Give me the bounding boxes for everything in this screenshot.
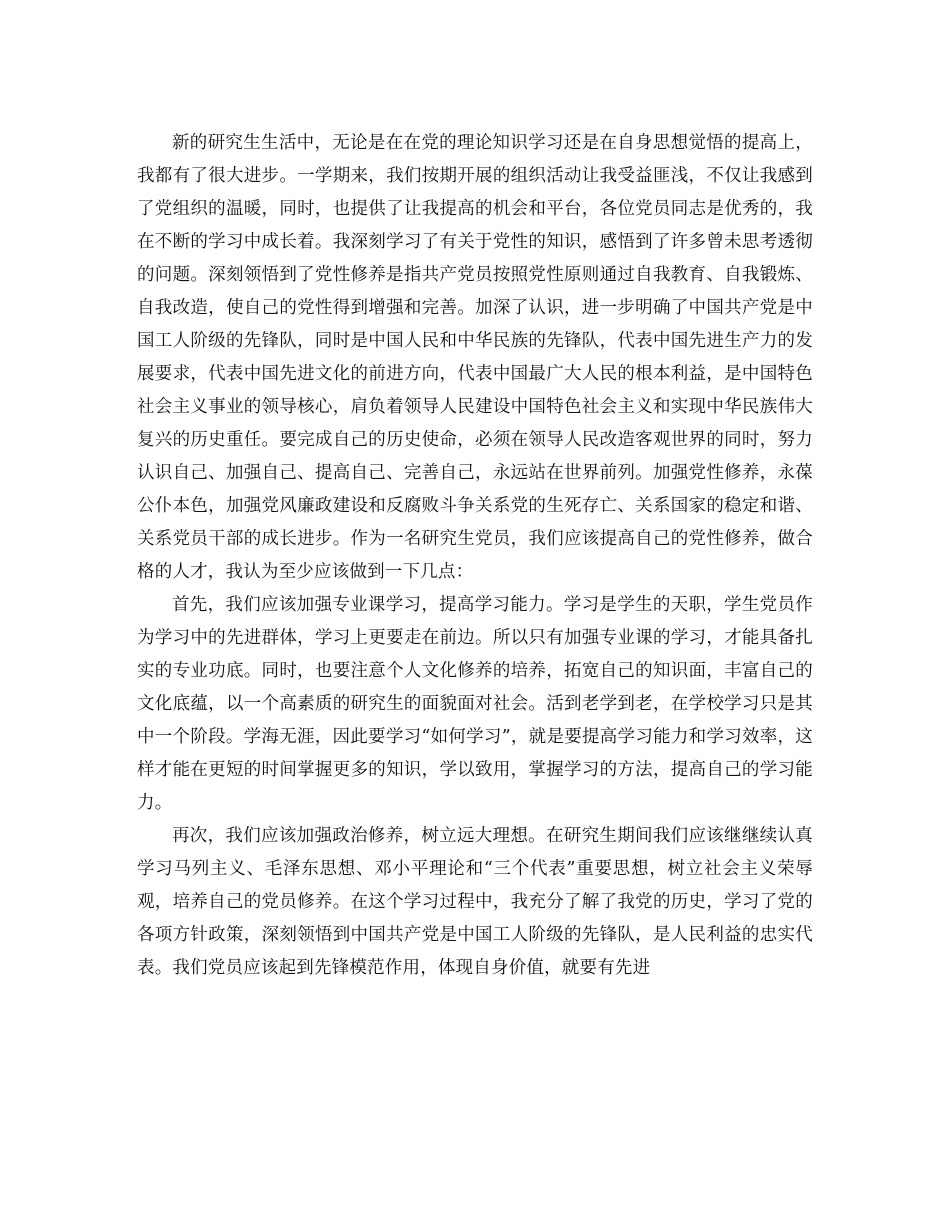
paragraph-first-point: 首先，我们应该加强专业课学习，提高学习能力。学习是学生的天职，学生党员作为学习中的先进群体，学习上更要走在前边。所以只有加强专业课的学习，才能具备扎实的专业功底。同时，也要注意个人文化修养的培养，拓宽自己的知识面，丰富自己的文化底蕴，以一个高素质的研究生的面貌面对社会。活到老学到老，在学校学习只是其中一个阶段。学海无涯，因此要学习“如何学习”，就是要提高学习能力和学习效率，这样才能在更短的时间掌握更多的知识，学以致用，掌握学习的方法，提高自己的学习能力。 <box>137 595 813 813</box>
paragraph-second-point: 再次，我们应该加强政治修养，树立远大理想。在研究生期间我们应该继继续认真学习马列主义、毛泽东思想、邓小平理论和“三个代表”重要思想，树立社会主义荣辱观，培养自己的党员修养。在这个学习过程中，我充分了解了我党的历史，学习了党的各项方针政策，深刻领悟到中国共产党是中国工人阶级的先锋队，是人民利益的忠实代表。我们党员应该起到先锋模范作用，体现自身价值，就要有先进 <box>137 826 813 978</box>
paragraph-intro: 新的研究生生活中，无论是在在党的理论知识学习还是在自身思想觉悟的提高上，我都有了很大进步。一学期来，我们按期开展的组织活动让我受益匪浅，不仅让我感到了党组织的温暖，同时，也提供了让我提高的机会和平台，各位党员同志是优秀的，我在不断的学习中成长着。我深刻学习了有关于党性的知识，感悟到了许多曾未思考透彻的问题。深刻领悟到了党性修养是指共产党员按照党性原则通过自我教育、自我锻炼、自我改造，使自己的党性得到增强和完善。加深了认识，进一步明确了中国共产党是中国工人阶级的先锋队，同时是中国人民和中华民族的先锋队，代表中国先进生产力的发展要求，代表中国先进文化的前进方向，代表中国最广大人民的根本利益，是中国特色社会主义事业的领导核心，肩负着领导人民建设中国特色社会主义和实现中华民族伟大复兴的历史重任。要完成自己的历史使命，必须在领导人民改造客观世界的同时，努力认识自己、加强自己、提高自己、完善自己，永远站在世界前列。加强党性修养，永葆公仆本色，加强党风廉政建设和反腐败斗争关系党的生死存亡、关系国家的稳定和谐、关系党员干部的成长进步。作为一名研究生党员，我们应该提高自己的党性修养，做合格的人才，我认为至少应该做到一下几点： <box>137 133 813 582</box>
document-body <box>137 127 813 985</box>
